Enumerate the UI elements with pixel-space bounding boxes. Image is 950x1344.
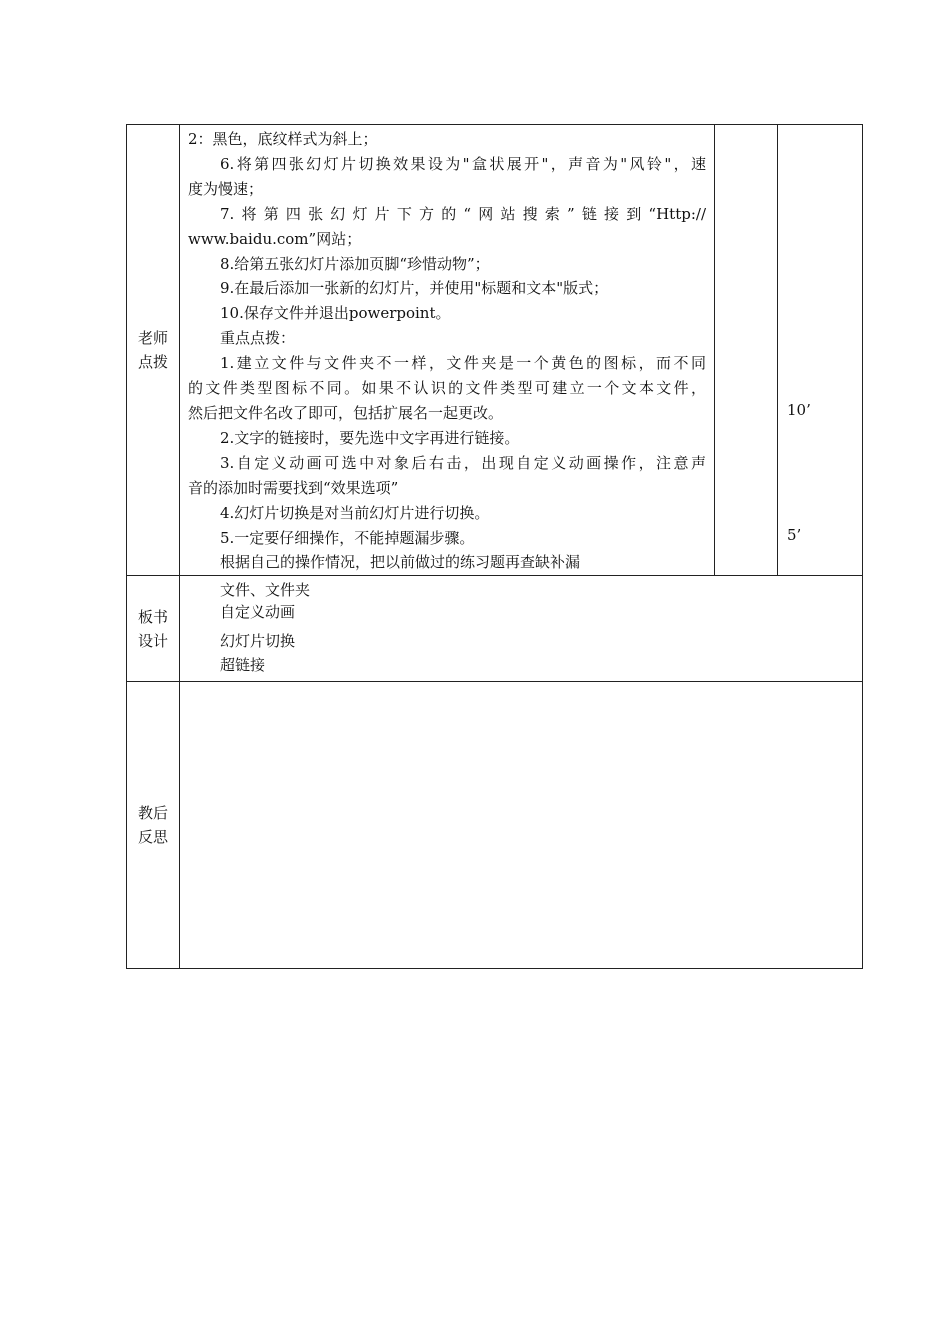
text-line: 2：黑色，底纹样式为斜上；	[188, 130, 378, 148]
lesson-plan-table	[126, 124, 863, 969]
label-line: 教后	[137, 804, 168, 823]
empty-cell	[715, 125, 778, 576]
label-line: 设计	[137, 631, 168, 650]
reflection-row	[127, 682, 863, 969]
label-line: 老师	[137, 329, 168, 348]
label-line: 点拨	[137, 353, 168, 372]
time-allocation-5: 5’	[787, 526, 802, 544]
text-line: 根据自己的操作情况，把以前做过的练习题再查缺补漏	[220, 553, 581, 572]
board-item: 超链接	[220, 656, 266, 675]
text-line: 2.文字的链接时，要先选中文字再进行链接。	[220, 428, 520, 447]
teacher-guidance-content	[180, 125, 715, 576]
time-allocation-10: 10’	[787, 401, 811, 419]
text-line: 重点点拨：	[220, 329, 296, 348]
board-design-label	[127, 576, 180, 682]
board-design-row	[127, 576, 863, 682]
text-line: 5.一定要仔细操作，不能掉题漏步骤。	[220, 528, 475, 547]
label-line: 板书	[137, 607, 168, 626]
reflection-label	[127, 682, 180, 969]
text-line: www.baidu.com”网站；	[188, 229, 362, 248]
reflection-content	[180, 682, 863, 969]
text-line: 6.将第四张幻灯片切换效果设为"盒状展开"，声音为"风铃"，速	[220, 154, 706, 173]
text-line: 的文件类型图标不同。如果不认识的文件类型可建立一个文本文件，	[188, 379, 706, 398]
text-line: 音的添加时需要找到“效果选项”	[188, 478, 399, 497]
text-line: 9.在最后添加一张新的幻灯片，并使用"标题和文本"版式；	[220, 279, 609, 298]
text-line: 7.将第四张幻灯片下方的“网站搜索”链接到“Http://	[220, 204, 706, 223]
teacher-guidance-label	[127, 125, 180, 576]
text-line: 然后把文件名改了即可，包括扩展名一起更改。	[188, 403, 504, 422]
board-item: 自定义动画	[220, 603, 296, 622]
text-line: 1.建立文件与文件夹不一样，文件夹是一个黄色的图标，而不同	[220, 354, 706, 373]
text-line: 4.幻灯片切换是对当前幻灯片进行切换。	[220, 503, 490, 522]
board-item: 幻灯片切换	[220, 632, 296, 651]
board-item: 文件、文件夹	[220, 581, 311, 600]
text-line: 度为慢速；	[188, 179, 264, 198]
label-line: 反思	[137, 828, 168, 847]
text-line: 8.给第五张幻灯片添加页脚“珍惜动物”；	[220, 254, 490, 273]
text-line: 10.保存文件并退出powerpoint。	[220, 304, 451, 323]
time-cell	[778, 125, 863, 576]
teacher-guidance-row	[127, 125, 863, 576]
board-design-content	[180, 576, 863, 682]
text-line: 3.自定义动画可选中对象后右击，出现自定义动画操作，注意声	[220, 453, 706, 472]
